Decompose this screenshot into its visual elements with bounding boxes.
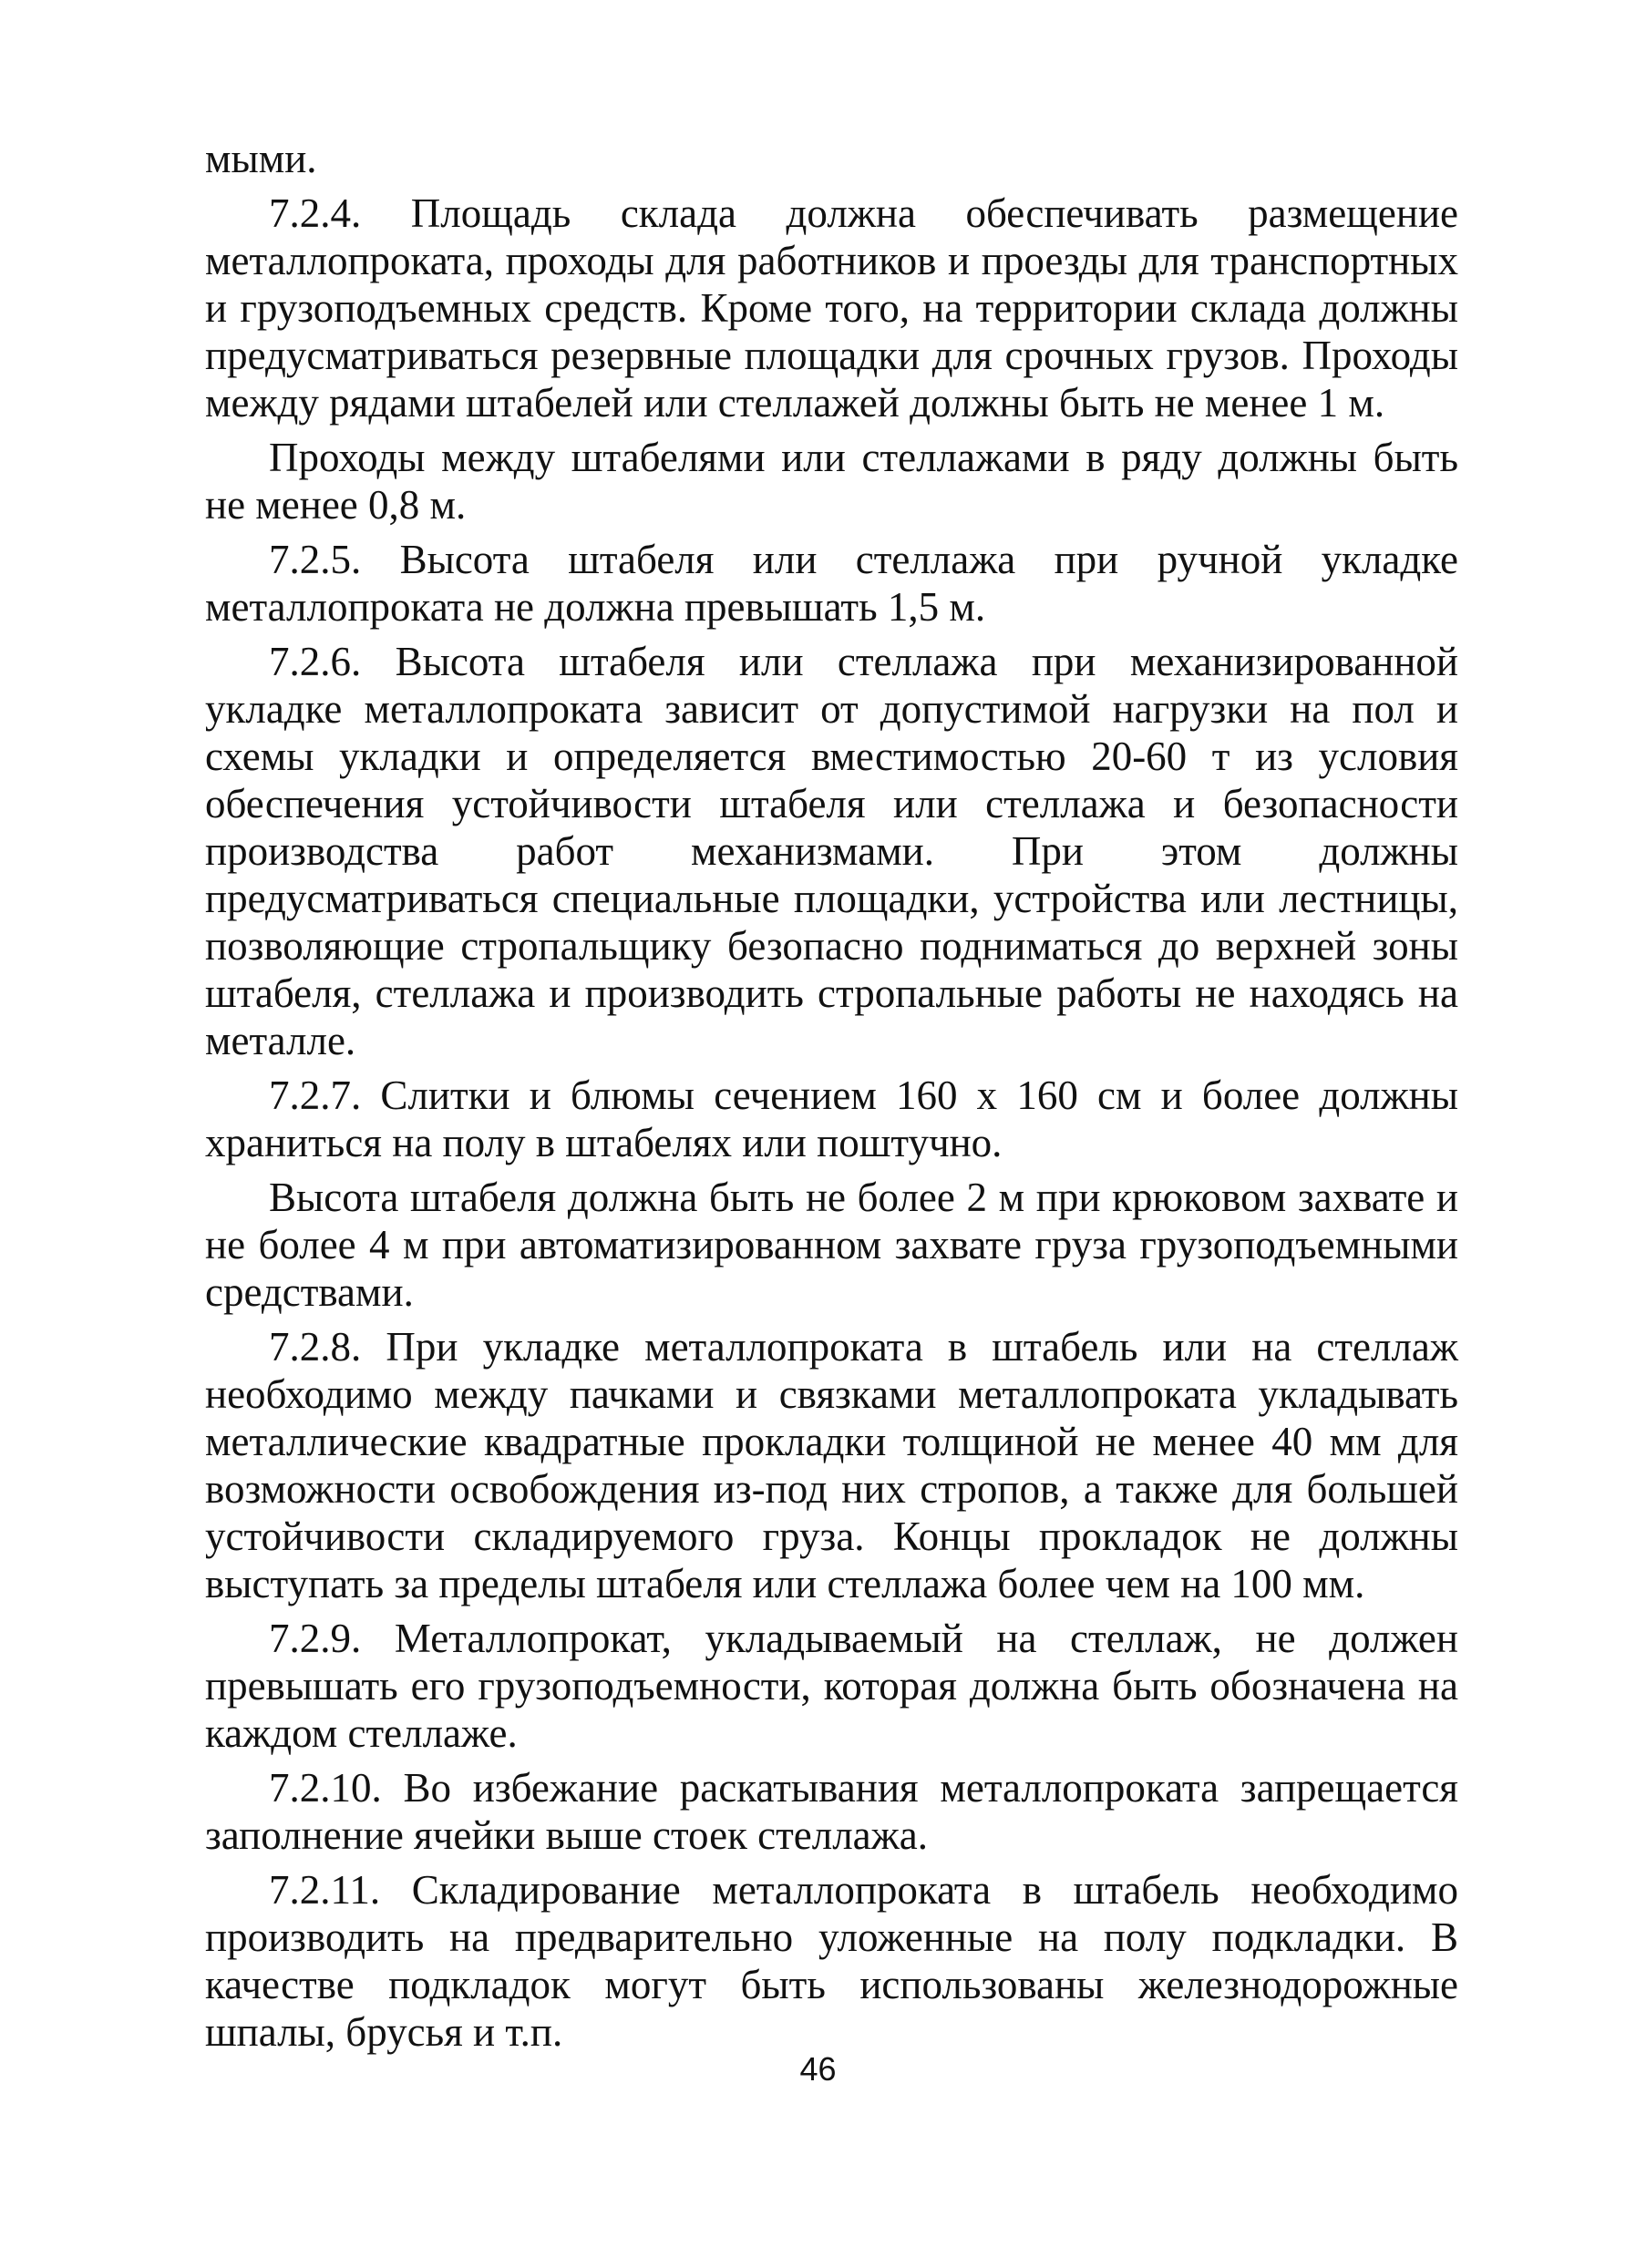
paragraph-7-2-4: 7.2.4. Площадь склада должна обеспечивать размещение металлопроката, проходы для работников и проезды для транспортных и грузоподъемных средств. Кроме того, на территории склада должны предусматриваться резервные площадки для срочных грузов. Проходы между рядами штабелей или стеллажей должны быть не менее 1 м. [205,190,1458,426]
paragraph-7-2-7: 7.2.7. Слитки и блюмы сечением 160 х 160 см и более должны храниться на полу в штабелях или поштучно. [205,1072,1458,1165]
page-number: 46 [799,2050,837,2088]
paragraph-7-2-6: 7.2.6. Высота штабеля или стеллажа при механизированной укладке металлопроката зависит от допустимой нагрузки на пол и схемы укладки и определяется вместимостью 20-60 т из условия обеспечения устойчивости штабеля или стеллажа и безопасности производства работ механизмами. При этом должны предусматриваться специальные площадки, устройства или лестницы, позволяющие стропальщику безопасно подниматься до верхней зоны штабеля, стеллажа и производить стропальные работы не находясь на металле. [205,639,1458,1063]
paragraph-7-2-10: 7.2.10. Во избежание раскатывания металлопроката запрещается заполнение ячейки выше стоек стеллажа. [205,1765,1458,1858]
paragraph-7-2-7-height: Высота штабеля должна быть не более 2 м при крюковом захвате и не более 4 м при автоматизированном захвате груза грузоподъемными средствами. [205,1175,1458,1315]
paragraph-continuation: мыми. [205,136,317,181]
body-text [205,135,1458,2063]
paragraph-7-2-8: 7.2.8. При укладке металлопроката в штабель или на стеллаж необходимо между пачками и связками металлопроката укладывать металлические квадратные прокладки толщиной не менее 40 мм для возможности освобождения из-под них стропов, а также для большей устойчивости складируемого груза. Концы прокладок не должны выступать за пределы штабеля или стеллажа более чем на 100 мм. [205,1324,1458,1606]
paragraph-7-2-4-passages: Проходы между штабелями или стеллажами в ряду должны быть не менее 0,8 м. [205,435,1458,528]
paragraph-7-2-11: 7.2.11. Складирование металлопроката в штабель необходимо производить на предварительно уложенные на полу подкладки. В качестве подкладок могут быть использованы железнодорожные шпалы, брусья и т.п. [205,1867,1458,2055]
paragraph-7-2-5: 7.2.5. Высота штабеля или стеллажа при ручной укладке металлопроката не должна превышать 1,5 м. [205,537,1458,630]
paragraph-7-2-9: 7.2.9. Металлопрокат, укладываемый на стеллаж, не должен превышать его грузоподъемности, которая должна быть обозначена на каждом стеллаже. [205,1616,1458,1756]
